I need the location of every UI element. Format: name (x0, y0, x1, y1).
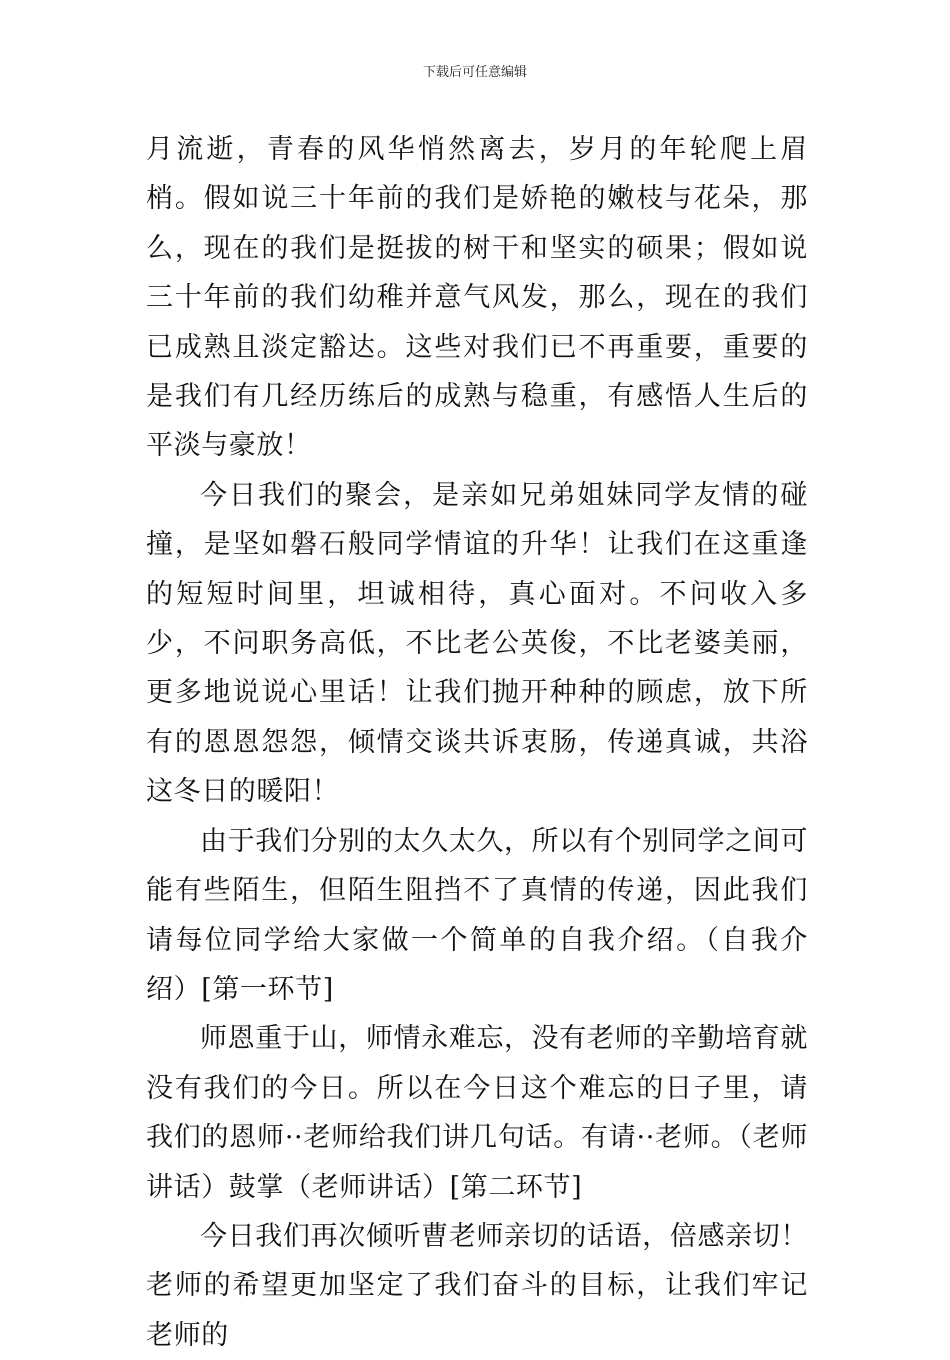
paragraph-continuation: 月流逝，青春的风华悄然离去，岁月的年轮爬上眉梢。假如说三十年前的我们是娇艳的嫩枝与花朵，那么，现在的我们是挺拔的树干和坚实的硕果；假如说三十年前的我们幼稚并意气风发，那么，现在的我们已成熟且淡定豁达。这些对我们已不再重要，重要的是我们有几经历练后的成熟与稳重，有感悟人生后的平淡与豪放！ (146, 134, 808, 462)
paragraph-self-introduction: 由于我们分别的太久太久，所以有个别同学之间可能有些陌生，但陌生阻挡不了真情的传递，因此我们请每位同学给大家做一个简单的自我介绍。（自我介绍）[第一环节] (146, 825, 808, 1005)
paragraph-teacher-speech: 师恩重于山，师情永难忘，没有老师的辛勤培育就没有我们的今日。所以在今日这个难忘的日子里，请我们的恩师··老师给我们讲几句话。有请··老师。（老师讲话）鼓掌（老师讲话）[第二环节] (146, 1023, 808, 1203)
page-header: 下载后可任意编辑 (422, 65, 527, 80)
paragraph-gathering: 今日我们的聚会，是亲如兄弟姐妹同学友情的碰撞，是坚如磐石般同学情谊的升华！让我们在这重逢的短短时间里，坦诚相待，真心面对。不问收入多少，不问职务高低，不比老公英俊，不比老婆美丽，更多地说说心里话！让我们抛开种种的顾虑，放下所有的恩恩怨怨，倾情交谈共诉衷肠，传递真诚，共浴这冬日的暖阳！ (146, 479, 808, 808)
paragraph-teacher-words: 今日我们再次倾听曹老师亲切的话语，倍感亲切！老师的希望更加坚定了我们奋斗的目标，让我们牢记老师的 (146, 1220, 808, 1351)
document-body (146, 125, 808, 1360)
